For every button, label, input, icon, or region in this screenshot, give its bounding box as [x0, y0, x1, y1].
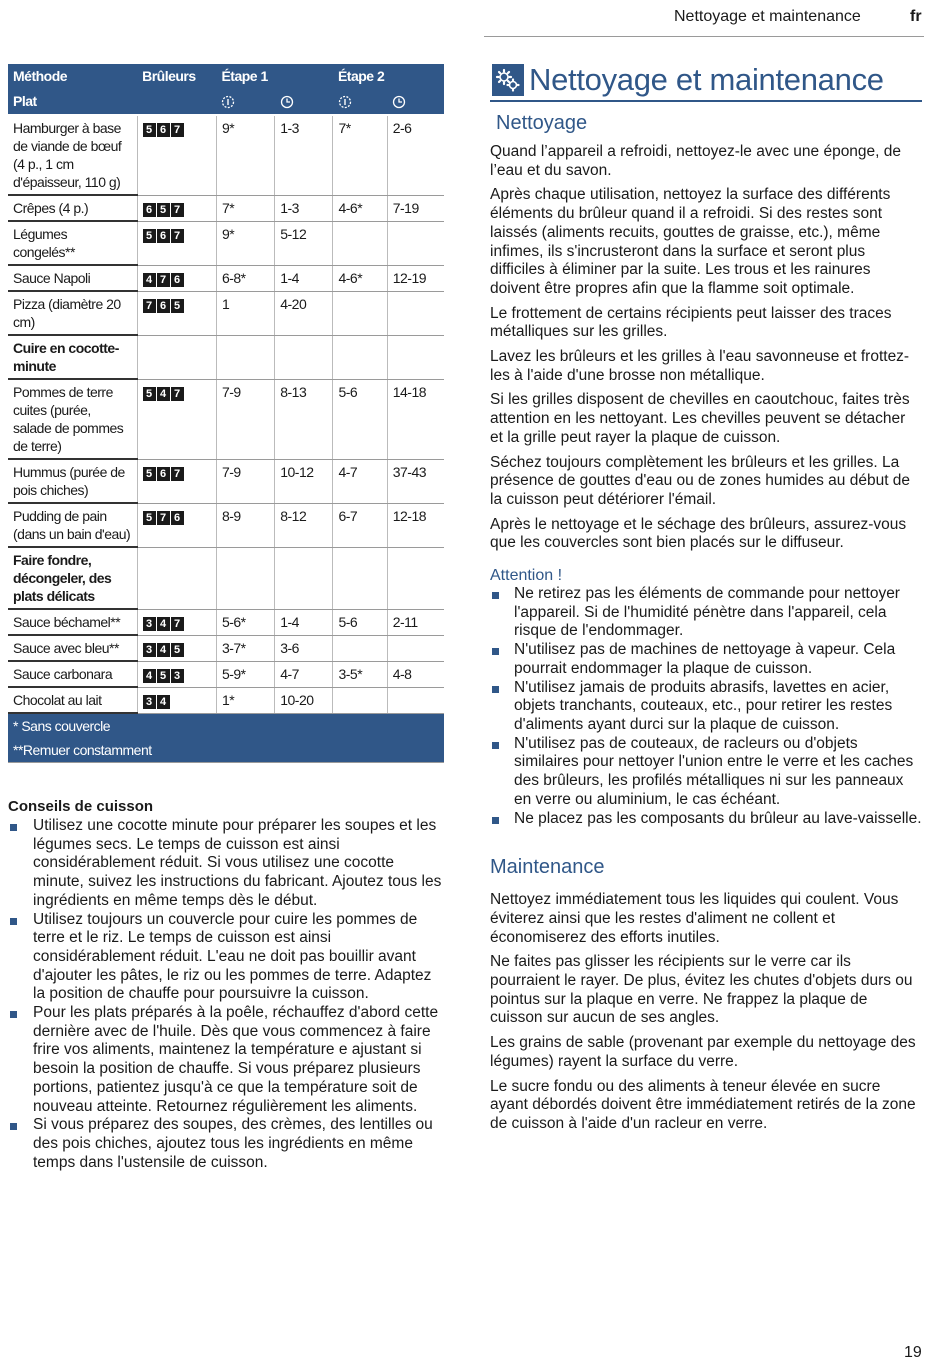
dish-cell: Pizza (diamètre 20 cm) — [8, 291, 137, 335]
burner-key: 3 — [143, 617, 156, 631]
burner-key: 6 — [157, 467, 170, 481]
step1-time — [275, 547, 333, 609]
step2-time: 2-11 — [387, 609, 444, 635]
list-item: Ne retirez pas les éléments de commande pour nettoyer l'appareil. Si de l'humidité pénètre dans l'appareil, cela risque de l'endommager. — [490, 585, 922, 641]
step1-level: 7-9 — [216, 459, 274, 503]
gears-icon — [492, 64, 524, 96]
burner-keys — [137, 687, 216, 713]
burner-key: 7 — [171, 617, 184, 631]
dish-cell: Sauce carbonara — [8, 661, 137, 687]
table-row — [8, 115, 444, 195]
list-item: Si vous préparez des soupes, des crèmes, des lentilles ou des pois chiches, ajoutez tous les ingrédients en même temps dans l'ustensile de cuisson. — [8, 1116, 444, 1172]
heat-level-icon — [216, 89, 274, 115]
paragraph: Lavez les brûleurs et les grilles à l'eau savonneuse et frottez-les à l'aide d'une brosse non métallique. — [490, 348, 910, 384]
step1-level: 7* — [216, 195, 274, 221]
col-bruleurs: Brûleurs — [137, 64, 216, 89]
burner-key: 7 — [143, 299, 156, 313]
step2-time — [387, 221, 444, 265]
burner-key: 6 — [171, 273, 184, 287]
burner-key: 7 — [171, 467, 184, 481]
burner-key: 6 — [157, 123, 170, 137]
burner-keys — [137, 291, 216, 335]
list-item: Utilisez toujours un couvercle pour cuire les pommes de terre et le riz. Le temps de cuisson est ainsi considérablement réduit. L'eau ne doit pas bouillir avant d'ajouter les pâtes, le riz ou les pommes de terre. Adaptez la position de chauffe pour poursuivre la cuisson. — [8, 911, 444, 1005]
burner-key: 4 — [143, 273, 156, 287]
paragraph: Nettoyez immédiatement tous les liquides qui coulent. Vous éviterez ainsi que les restes d'aliment ne collent et économiserez des efforts inutiles. — [490, 891, 899, 946]
footnote: * Sans couvercle — [8, 713, 444, 738]
dish-cell: Sauce Napoli — [8, 265, 137, 291]
burner-key: 4 — [157, 695, 170, 709]
step2-level: 7* — [333, 115, 387, 195]
burner-key: 3 — [171, 669, 184, 683]
step1-level: 3-7* — [216, 635, 274, 661]
step1-time: 4-7 — [275, 661, 333, 687]
burner-keys — [137, 265, 216, 291]
col-methode: Méthode — [8, 64, 137, 89]
table-row — [8, 335, 444, 379]
burner-keys — [137, 459, 216, 503]
step2-time: 37-43 — [387, 459, 444, 503]
burner-key: 7 — [157, 273, 170, 287]
dish-cell: Pommes de terre cuites (purée, salade de pommes de terre) — [8, 379, 137, 459]
table-row — [8, 503, 444, 547]
step2-level — [333, 291, 387, 335]
step1-level — [216, 547, 274, 609]
step2-level — [333, 335, 387, 379]
dish-cell: Sauce avec bleu** — [8, 635, 137, 661]
step2-level: 5-6 — [333, 379, 387, 459]
step2-time — [387, 547, 444, 609]
burner-key: 3 — [143, 695, 156, 709]
step1-level — [216, 335, 274, 379]
step1-time: 1-3 — [275, 195, 333, 221]
dish-cell: Cuire en cocotte-minute — [8, 335, 137, 379]
step2-time: 2-6 — [387, 115, 444, 195]
step1-level: 5-9* — [216, 661, 274, 687]
step1-time: 8-13 — [275, 379, 333, 459]
clock-icon — [275, 89, 333, 115]
burner-keys — [137, 335, 216, 379]
step1-time: 3-6 — [275, 635, 333, 661]
attention-heading: Attention ! — [490, 567, 563, 585]
paragraph: Après le nettoyage et le séchage des brûleurs, assurez-vous que les couvercles sont bien placés sur le diffuseur. — [490, 515, 907, 552]
step1-time — [275, 335, 333, 379]
burner-key: 5 — [171, 643, 184, 657]
col-etape2: Étape 2 — [333, 64, 444, 89]
burner-keys — [137, 609, 216, 635]
table-row — [8, 459, 444, 503]
burner-key: 7 — [171, 203, 184, 217]
dish-cell: Hamburger à base de viande de bœuf (4 p., 1 cm d'épaisseur, 110 g) — [8, 115, 137, 195]
cooking-table — [8, 64, 444, 763]
paragraph: Le sucre fondu ou des aliments à teneur élevée en sucre ayant débordés doivent être immédiatement retirés de la zone de cuisson à l'aide d'un racleur en verre. — [490, 1077, 916, 1132]
burner-key: 6 — [171, 511, 184, 525]
maintenance-column — [490, 62, 922, 1140]
burner-key: 7 — [171, 229, 184, 243]
page-number: 19 — [904, 1344, 922, 1361]
step2-time: 12-18 — [387, 503, 444, 547]
step1-time: 8-12 — [275, 503, 333, 547]
paragraph: Après chaque utilisation, nettoyez la surface des différents éléments du brûleur quand il a refroidi. Si des restes sont laissés (aliments recuits, gouttes de graisse, etc.), même infimes, ils s'incrusteront dans la surface et seront plus difficiles à éliminer par la suite. Les trous et les rainures doivent être propres afin que la flamme soit optimale. — [490, 186, 891, 297]
dish-cell: Pudding de pain (dans un bain d'eau) — [8, 503, 137, 547]
table-row — [8, 661, 444, 687]
dish-cell: Crêpes (4 p.) — [8, 195, 137, 221]
step1-level: 9* — [216, 115, 274, 195]
burner-keys — [137, 379, 216, 459]
burner-key: 4 — [157, 643, 170, 657]
paragraph: Séchez toujours complètement les brûleurs et les grilles. La présence de gouttes d'eau ou de zones humides au début de la cuisson peut détériorer l'émail. — [490, 453, 911, 508]
clock-icon — [387, 89, 444, 115]
burner-keys — [137, 221, 216, 265]
maintenance-heading: Maintenance — [490, 856, 605, 879]
section-title: Nettoyage et maintenance — [529, 62, 884, 97]
conseils-section — [8, 798, 444, 1172]
step2-level: 4-6* — [333, 195, 387, 221]
burner-key: 5 — [157, 669, 170, 683]
step2-level: 4-7 — [333, 459, 387, 503]
step1-level: 8-9 — [216, 503, 274, 547]
table-row — [8, 221, 444, 265]
step1-level: 7-9 — [216, 379, 274, 459]
step2-level: 5-6 — [333, 609, 387, 635]
burner-key: 6 — [157, 229, 170, 243]
burner-key: 5 — [143, 123, 156, 137]
dish-cell: Hummus (purée de pois chiches) — [8, 459, 137, 503]
warnings-list — [490, 585, 922, 828]
burner-key: 5 — [157, 203, 170, 217]
col-plat: Plat — [8, 89, 137, 115]
step2-level: 3-5* — [333, 661, 387, 687]
step1-time: 1-3 — [275, 115, 333, 195]
table-row — [8, 547, 444, 609]
burner-key: 5 — [171, 299, 184, 313]
list-item: Ne placez pas les composants du brûleur au lave-vaisselle. — [490, 810, 922, 829]
burner-keys — [137, 635, 216, 661]
table-row — [8, 635, 444, 661]
burner-keys — [137, 195, 216, 221]
burner-keys — [137, 115, 216, 195]
step2-level: 6-7 — [333, 503, 387, 547]
list-item: Utilisez une cocotte minute pour préparer les soupes et les légumes secs. Le temps de cuisson est ainsi considérablement réduit. Si vous utilisez une cocotte minute, suivez les instructions du fabricant. Ajoutez tous les ingrédients en même temps dès le début. — [8, 817, 444, 911]
dish-cell: Légumes congelés** — [8, 221, 137, 265]
paragraph: Si les grilles disposent de chevilles en caoutchouc, faites très attention en les nettoyant. Les chevilles peuvent se détacher et la grille peut rayer la plaque de cuisson. — [490, 391, 910, 446]
footnote: **Remuer constamment — [8, 738, 444, 763]
step1-level: 9* — [216, 221, 274, 265]
burner-key: 5 — [143, 467, 156, 481]
step1-level: 1 — [216, 291, 274, 335]
step1-time: 1-4 — [275, 609, 333, 635]
dish-cell: Chocolat au lait — [8, 687, 137, 713]
table-row — [8, 687, 444, 713]
table-row — [8, 291, 444, 335]
list-item: N'utilisez pas de couteaux, de racleurs ou d'objets similaires pour nettoyer l'union entre le verre et les caches des brûleurs, les profilés métalliques ni sur les panneaux en verre ou aluminium, le cas échéant. — [490, 735, 922, 810]
table-row — [8, 609, 444, 635]
table-row — [8, 265, 444, 291]
col-etape1: Étape 1 — [216, 64, 333, 89]
burner-key: 4 — [157, 387, 170, 401]
step2-level — [333, 221, 387, 265]
step2-level — [333, 547, 387, 609]
step2-time — [387, 687, 444, 713]
paragraph: Quand l’appareil a refroidi, nettoyez-le avec une éponge, de l’eau et du savon. — [490, 143, 902, 179]
step2-level: 4-6* — [333, 265, 387, 291]
step1-time: 1-4 — [275, 265, 333, 291]
burner-key: 7 — [171, 123, 184, 137]
burner-key: 5 — [143, 387, 156, 401]
step1-level: 6-8* — [216, 265, 274, 291]
conseils-list — [8, 817, 444, 1172]
step2-time: 7-19 — [387, 195, 444, 221]
step1-time: 10-12 — [275, 459, 333, 503]
step2-time: 14-18 — [387, 379, 444, 459]
burner-key: 3 — [143, 643, 156, 657]
conseils-title: Conseils de cuisson — [8, 798, 154, 815]
burner-keys — [137, 503, 216, 547]
list-item: N'utilisez pas de machines de nettoyage à vapeur. Cela pourrait endommager la plaque de cuisson. — [490, 641, 922, 678]
list-item: N'utilisez jamais de produits abrasifs, lavettes en acier, objets tranchants, couteaux, etc., pour retirer les restes d'aliments ayant durci sur la plaque de cuisson. — [490, 679, 922, 735]
step1-time: 5-12 — [275, 221, 333, 265]
section-title-row — [492, 62, 922, 98]
step1-level: 5-6* — [216, 609, 274, 635]
page-header-lang: fr — [910, 8, 922, 25]
header-divider — [484, 36, 924, 37]
dish-cell: Sauce béchamel** — [8, 609, 137, 635]
step2-time: 4-8 — [387, 661, 444, 687]
step2-time — [387, 291, 444, 335]
list-item: Pour les plats préparés à la poêle, réchauffez d'abord cette dernière avec de l'huile. Dès que vous commencez à faire frire vos aliments, maintenez la température e ajustant si besoin la position de chauffe. Si vous préparez plusieurs portions, patientez jusqu'à ce que la température soit de nouveau atteinte. Retournez régulièrement les aliments. — [8, 1004, 444, 1116]
step2-time — [387, 335, 444, 379]
step2-level — [333, 635, 387, 661]
paragraph: Ne faites pas glisser les récipients sur le verre car ils pourraient le rayer. De plus, évitez les chutes d'objets durs ou pointus sur la plaque en verre. Ne frappez la plaque de cuisson sur aucun de ses angles. — [490, 953, 913, 1027]
burner-key: 5 — [143, 229, 156, 243]
heat-level-icon — [333, 89, 387, 115]
dish-cell: Faire fondre, décongeler, des plats délicats — [8, 547, 137, 609]
step2-time: 12-19 — [387, 265, 444, 291]
table-body — [8, 115, 444, 713]
burner-key: 7 — [157, 511, 170, 525]
paragraph: Les grains de sable (provenant par exemple du nettoyage des légumes) rayent la surface du verre. — [490, 1034, 916, 1070]
step1-level: 1* — [216, 687, 274, 713]
nettoyage-heading: Nettoyage — [496, 112, 588, 134]
paragraph: Le frottement de certains récipients peut laisser des traces métalliques sur les grilles. — [490, 304, 892, 341]
step2-level — [333, 687, 387, 713]
burner-key: 5 — [143, 511, 156, 525]
burner-key: 7 — [171, 387, 184, 401]
step1-time: 4-20 — [275, 291, 333, 335]
burner-keys — [137, 547, 216, 609]
step1-time: 10-20 — [275, 687, 333, 713]
burner-key: 6 — [143, 203, 156, 217]
table-row — [8, 379, 444, 459]
page-header-title: Nettoyage et maintenance — [674, 8, 861, 25]
title-underline — [490, 100, 922, 102]
burner-key: 4 — [157, 617, 170, 631]
step2-time — [387, 635, 444, 661]
burner-key: 4 — [143, 669, 156, 683]
burner-key: 6 — [157, 299, 170, 313]
table-row — [8, 195, 444, 221]
burner-keys — [137, 661, 216, 687]
